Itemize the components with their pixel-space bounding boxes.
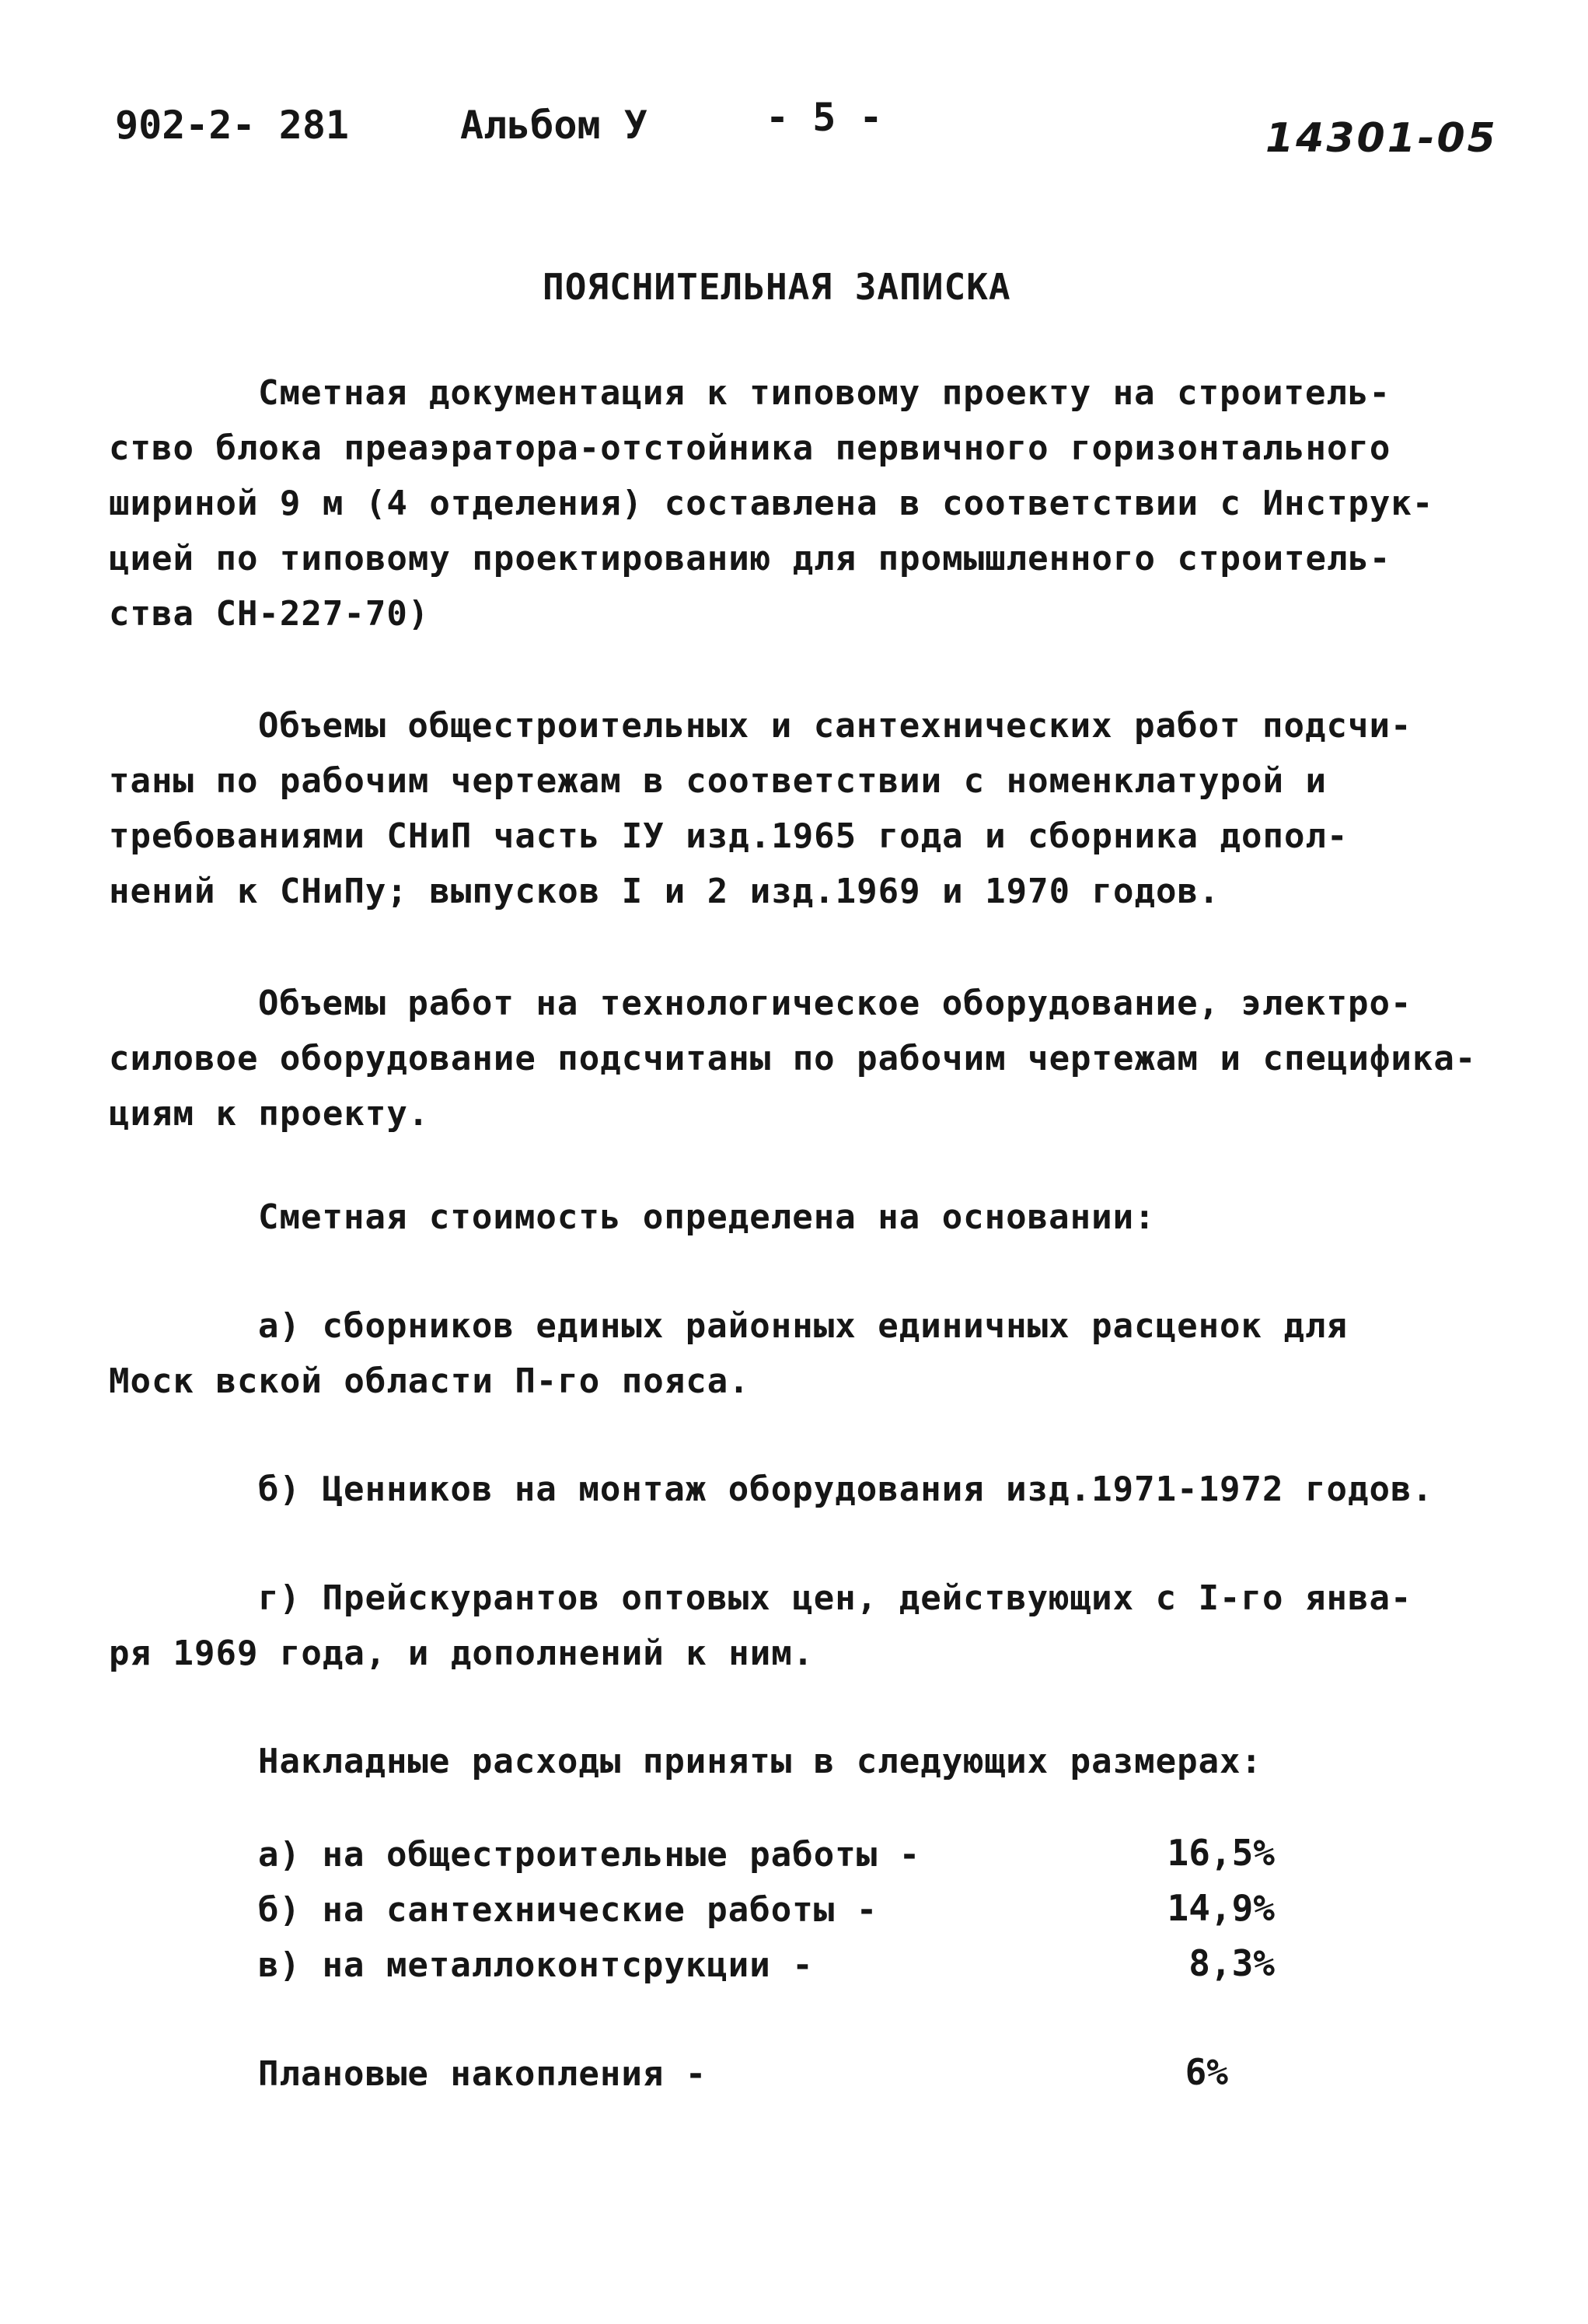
- paragraph1-line-5: ства СН-227-70): [109, 594, 430, 634]
- overhead-row-a-label: а) на общестроительные работы -: [258, 1835, 921, 1875]
- basis-b: б) Ценников на монтаж оборудования изд.1971-1972 годов.: [258, 1470, 1433, 1509]
- paragraph1-line-1: Сметная документация к типовому проекту на строитель-: [258, 373, 1391, 413]
- basis-a-line-1: а) сборников единых районных единичных расценок для: [258, 1306, 1349, 1346]
- paragraph2-line-4: нений к СНиПу; выпусков I и 2 изд.1969 и 1970 годов.: [109, 872, 1220, 911]
- paragraph2-line-1: Объемы общестроительных и сантехнических работ подсчи-: [258, 706, 1412, 746]
- overhead-row-v-label: в) на металлоконтсрукции -: [258, 1945, 814, 1985]
- paragraph3-line-1: Объемы работ на технологическое оборудование, электро-: [258, 984, 1412, 1023]
- basis-g-line-1: г) Прейскурантов оптовых цен, действующих с I-го янва-: [258, 1578, 1412, 1618]
- overhead-row-v-value: 8,3%: [1188, 1942, 1275, 1984]
- paragraph3-line-2: силовое оборудование подсчитаны по рабочим чертежам и специфика-: [109, 1039, 1477, 1078]
- basis-g-line-2: ря 1969 года, и дополнений к ним.: [109, 1634, 815, 1673]
- page-title: ПОЯСНИТЕЛЬНАЯ ЗАПИСКА: [543, 266, 1011, 308]
- planned-label: Плановые накопления -: [258, 2054, 707, 2094]
- paragraph1-line-4: цией по типовому проектированию для промышленного строитель-: [109, 539, 1391, 578]
- paragraph3-line-3: циям к проекту.: [109, 1094, 430, 1134]
- overhead-row-a-value: 16,5%: [1167, 1832, 1275, 1874]
- album-label: Альбом У: [460, 103, 647, 148]
- page-number: - 5 -: [766, 95, 883, 140]
- paragraph1-line-3: шириной 9 м (4 отделения) составлена в соответствии с Инструк-: [109, 484, 1434, 523]
- document-code: 902-2- 281: [115, 103, 350, 148]
- overhead-row-b-label: б) на сантехнические работы -: [258, 1890, 878, 1930]
- basis-a-line-2: Моск вской области П-го пояса.: [109, 1361, 750, 1401]
- overhead-row-b-value: 14,9%: [1167, 1887, 1275, 1929]
- planned-value: 6%: [1185, 2051, 1228, 2093]
- handwritten-number: 14301-05: [1265, 115, 1498, 162]
- paragraph2-line-2: таны по рабочим чертежам в соответствии с номенклатурой и: [109, 761, 1327, 801]
- paragraph1-line-2: ство блока преаэратора-отстойника первичного горизонтального: [109, 428, 1391, 468]
- basis-intro: Сметная стоимость определена на основании:: [258, 1197, 1156, 1237]
- paragraph2-line-3: требованиями СНиП часть IУ изд.1965 года и сборника допол-: [109, 816, 1349, 856]
- overhead-intro: Накладные расходы приняты в следующих размерах:: [258, 1742, 1263, 1781]
